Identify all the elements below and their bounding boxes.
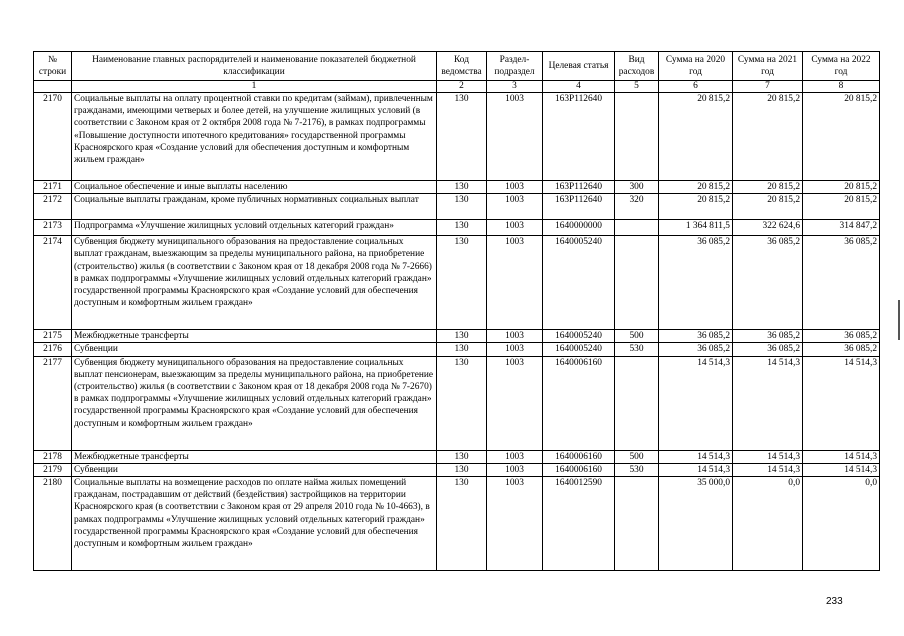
row-sum-2021: 20 815,2: [733, 93, 803, 181]
row-section: 1003: [487, 93, 543, 181]
row-sum-2020: 36 085,2: [659, 236, 733, 330]
row-sum-2021: 322 624,6: [733, 220, 803, 236]
table-row: [34, 181, 880, 194]
row-code: 130: [437, 194, 487, 220]
row-number: 2170: [34, 93, 72, 181]
col-header-name: Наименование главных распорядителей и наименование показателей бюджетной классификации: [72, 52, 437, 81]
row-number: 2177: [34, 356, 72, 450]
row-sum-2021: 0,0: [733, 477, 803, 571]
row-number: 2176: [34, 343, 72, 356]
row-expense-type: [615, 477, 659, 571]
row-section: 1003: [487, 477, 543, 571]
row-number: 2178: [34, 450, 72, 463]
budget-table: [33, 51, 880, 571]
row-article: 1640005240: [543, 343, 615, 356]
row-sum-2022: 314 847,2: [803, 220, 880, 236]
margin-mark: [898, 300, 900, 340]
row-section: 1003: [487, 236, 543, 330]
table-row: [34, 463, 880, 476]
row-sum-2022: 36 085,2: [803, 330, 880, 343]
row-article: 1640006160: [543, 356, 615, 450]
row-code: 130: [437, 220, 487, 236]
row-expense-type: 320: [615, 194, 659, 220]
column-number: [34, 81, 72, 93]
row-section: 1003: [487, 450, 543, 463]
row-article: 1640012590: [543, 477, 615, 571]
row-sum-2021: 36 085,2: [733, 343, 803, 356]
row-article: 1640005240: [543, 330, 615, 343]
row-expense-type: 530: [615, 463, 659, 476]
table-row: [34, 330, 880, 343]
col-header-code: Код ведомства: [437, 52, 487, 81]
page-number: 233: [826, 596, 843, 607]
table-row: [34, 477, 880, 571]
row-section: 1003: [487, 194, 543, 220]
row-section: 1003: [487, 181, 543, 194]
column-number-row: [34, 81, 880, 93]
row-code: 130: [437, 450, 487, 463]
table-row: [34, 194, 880, 220]
row-sum-2022: 36 085,2: [803, 236, 880, 330]
row-expense-type: [615, 356, 659, 450]
column-number: 3: [487, 81, 543, 93]
row-sum-2022: 20 815,2: [803, 194, 880, 220]
row-sum-2020: 20 815,2: [659, 194, 733, 220]
row-sum-2020: 14 514,3: [659, 356, 733, 450]
row-sum-2020: 14 514,3: [659, 463, 733, 476]
row-name: Межбюджетные трансферты: [72, 330, 437, 343]
row-article: 163Р112640: [543, 181, 615, 194]
row-sum-2022: 36 085,2: [803, 343, 880, 356]
row-sum-2020: 14 514,3: [659, 450, 733, 463]
row-article: 163Р112640: [543, 194, 615, 220]
row-number: 2171: [34, 181, 72, 194]
row-name: Субвенции: [72, 463, 437, 476]
column-number: 6: [659, 81, 733, 93]
row-number: 2172: [34, 194, 72, 220]
row-sum-2020: 1 364 811,5: [659, 220, 733, 236]
row-name: Социальные выплаты гражданам, кроме публичных нормативных социальных выплат: [72, 194, 437, 220]
row-number: 2179: [34, 463, 72, 476]
row-article: 163Р112640: [543, 93, 615, 181]
column-number: 7: [733, 81, 803, 93]
row-expense-type: [615, 236, 659, 330]
row-sum-2021: 14 514,3: [733, 463, 803, 476]
header-row: [34, 52, 880, 81]
column-number: 1: [72, 81, 437, 93]
column-number: 2: [437, 81, 487, 93]
table-row: [34, 450, 880, 463]
row-name: Социальные выплаты на оплату процентной ставки по кредитам (займам), привлеченным гражданами, имеющими четверых и более детей, на улучшение жилищных условий (в соответствии с Законом края от 2 октября 2008 года № 7-2176), в рамках подпрограммы «Повышение доступности ипотечного кредитования» государственной программы Красноярского края «Создание условий для обеспечения доступным и комфортным жильем граждан»: [72, 93, 437, 181]
col-header-2020: Сумма на 2020 год: [659, 52, 733, 81]
row-sum-2020: 20 815,2: [659, 181, 733, 194]
row-code: 130: [437, 463, 487, 476]
row-sum-2022: 14 514,3: [803, 356, 880, 450]
row-name: Субвенция бюджету муниципального образования на предоставление социальных выплат пенсионерам, выезжающим за пределы муниципального района, на приобретение (строительство) жилья (в соответствии с Законом края от 18 декабря 2008 года № 7-2670) в рамках подпрограммы «Улучшение жилищных условий отдельных категорий граждан» государственной программы Красноярского края «Создание условий для обеспечения доступным и комфортным жильем граждан»: [72, 356, 437, 450]
row-sum-2022: 20 815,2: [803, 181, 880, 194]
row-code: 130: [437, 181, 487, 194]
row-sum-2021: 20 815,2: [733, 181, 803, 194]
col-header-section: Раздел-подраздел: [487, 52, 543, 81]
row-sum-2022: 14 514,3: [803, 450, 880, 463]
row-number: 2180: [34, 477, 72, 571]
row-name: Субвенция бюджету муниципального образования на предоставление социальных выплат гражданам, выезжающим за пределы муниципального района, на приобретение (строительство) жилья (в соответствии с Законом края от 18 декабря 2008 года № 7-2666) в рамках подпрограммы «Улучшение жилищных условий отдельных категорий граждан» государственной программы Красноярского края «Создание условий для обеспечения доступным и комфортным жильем граждан»: [72, 236, 437, 330]
row-article: 1640006160: [543, 450, 615, 463]
column-number: 5: [615, 81, 659, 93]
row-section: 1003: [487, 330, 543, 343]
row-sum-2020: 36 085,2: [659, 330, 733, 343]
row-section: 1003: [487, 356, 543, 450]
row-expense-type: [615, 93, 659, 181]
row-article: 1640006160: [543, 463, 615, 476]
col-header-type: Вид расходов: [615, 52, 659, 81]
row-name: Межбюджетные трансферты: [72, 450, 437, 463]
row-code: 130: [437, 477, 487, 571]
row-sum-2021: 36 085,2: [733, 236, 803, 330]
row-sum-2021: 36 085,2: [733, 330, 803, 343]
row-expense-type: 300: [615, 181, 659, 194]
row-article: 1640000000: [543, 220, 615, 236]
row-code: 130: [437, 343, 487, 356]
row-expense-type: 500: [615, 450, 659, 463]
row-sum-2020: 36 085,2: [659, 343, 733, 356]
row-sum-2022: 20 815,2: [803, 93, 880, 181]
row-code: 130: [437, 93, 487, 181]
row-name: Подпрограмма «Улучшение жилищных условий отдельных категорий граждан»: [72, 220, 437, 236]
table-row: [34, 220, 880, 236]
table-row: [34, 93, 880, 181]
table-row: [34, 236, 880, 330]
row-expense-type: 500: [615, 330, 659, 343]
row-name: Социальные выплаты на возмещение расходов по оплате найма жилых помещений гражданам, пострадавшим от действий (бездействия) застройщиков на территории Красноярского края (в соответствии с Законом края от 29 апреля 2010 года № 10-4663), в рамках подпрограммы «Улучшение жилищных условий отдельных категорий граждан» государственной программы Красноярского края «Создание условий для обеспечения доступным и комфортным жильем граждан»: [72, 477, 437, 571]
row-name: Социальное обеспечение и иные выплаты населению: [72, 181, 437, 194]
column-number: 8: [803, 81, 880, 93]
col-header-article: Целевая статья: [543, 52, 615, 81]
budget-table-container: [33, 51, 879, 571]
row-code: 130: [437, 236, 487, 330]
row-sum-2022: 14 514,3: [803, 463, 880, 476]
column-number: 4: [543, 81, 615, 93]
row-expense-type: 530: [615, 343, 659, 356]
row-name: Субвенции: [72, 343, 437, 356]
row-article: 1640005240: [543, 236, 615, 330]
row-number: 2174: [34, 236, 72, 330]
row-sum-2021: 14 514,3: [733, 450, 803, 463]
table-row: [34, 343, 880, 356]
row-number: 2173: [34, 220, 72, 236]
row-sum-2020: 20 815,2: [659, 93, 733, 181]
row-section: 1003: [487, 463, 543, 476]
row-section: 1003: [487, 343, 543, 356]
table-row: [34, 356, 880, 450]
row-sum-2021: 14 514,3: [733, 356, 803, 450]
row-sum-2021: 20 815,2: [733, 194, 803, 220]
col-header-num: № строки: [34, 52, 72, 81]
row-section: 1003: [487, 220, 543, 236]
col-header-2021: Сумма на 2021 год: [733, 52, 803, 81]
col-header-2022: Сумма на 2022 год: [803, 52, 880, 81]
row-code: 130: [437, 356, 487, 450]
row-sum-2022: 0,0: [803, 477, 880, 571]
row-sum-2020: 35 000,0: [659, 477, 733, 571]
row-number: 2175: [34, 330, 72, 343]
row-code: 130: [437, 330, 487, 343]
row-expense-type: [615, 220, 659, 236]
